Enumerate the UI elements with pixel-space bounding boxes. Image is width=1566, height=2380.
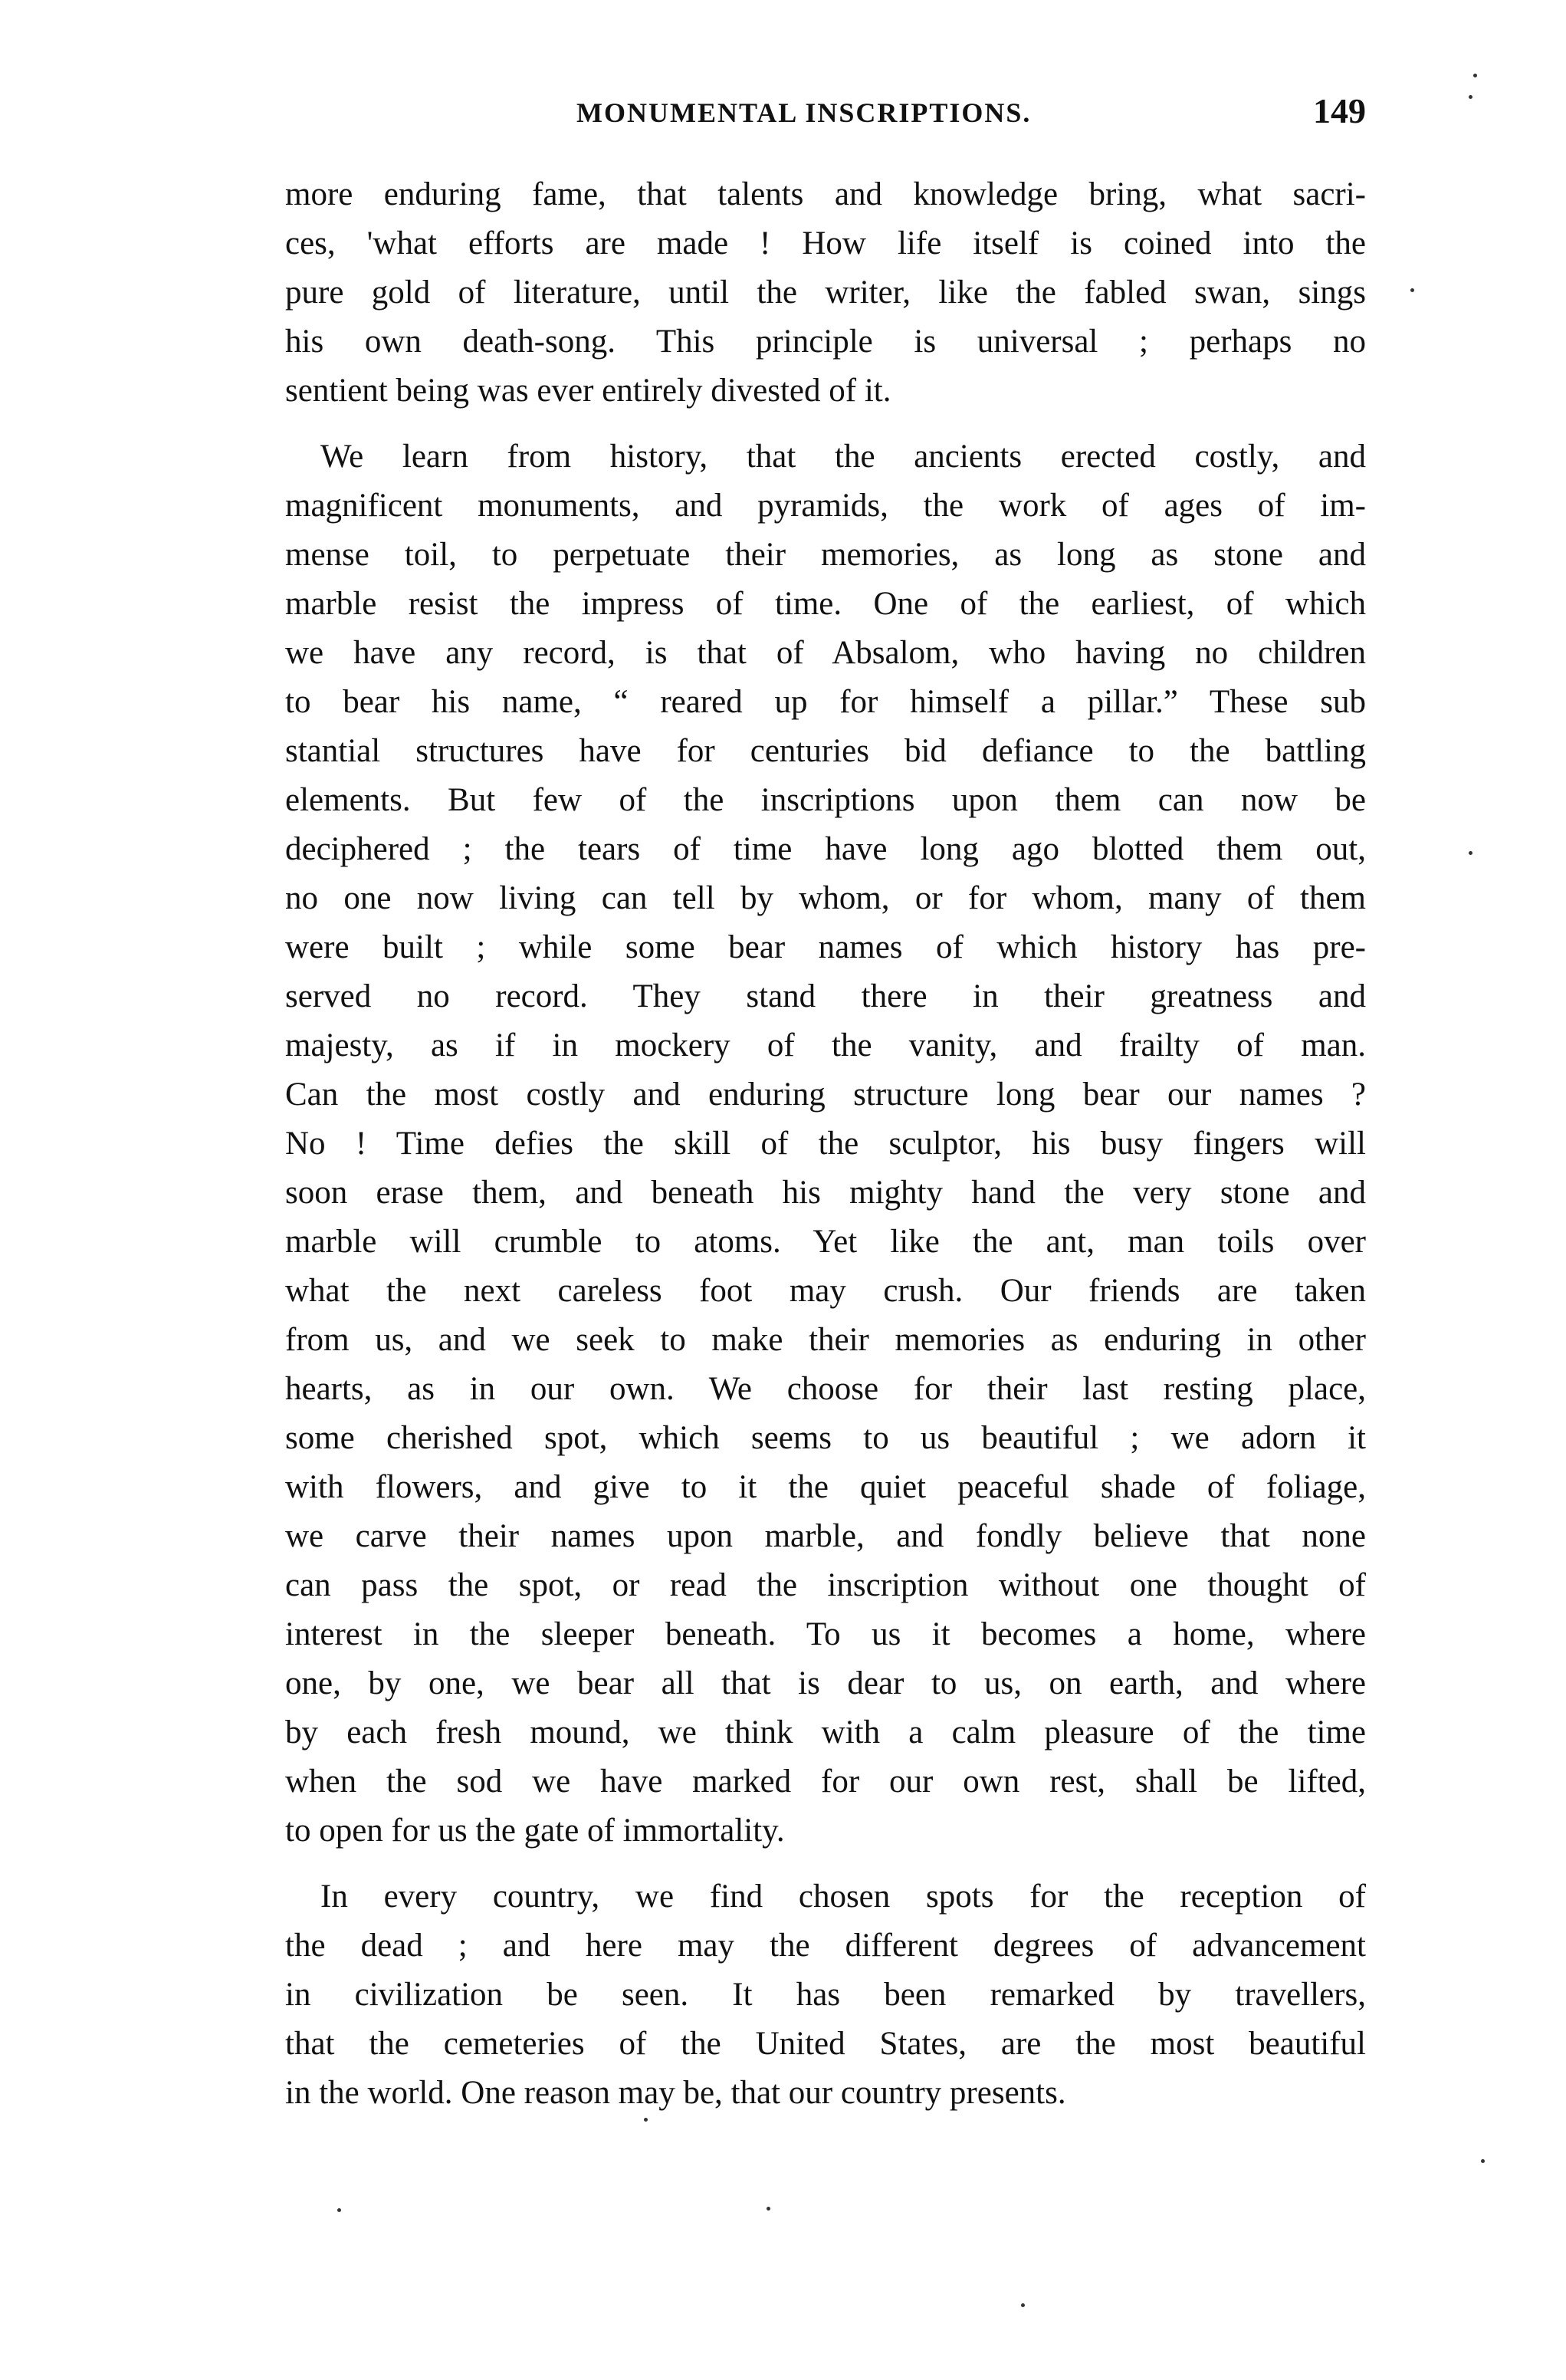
scan-speck — [1481, 2159, 1485, 2163]
scan-speck — [1021, 2303, 1025, 2307]
text-line: interest in the sleeper beneath. To us it becomes a home, where — [285, 1616, 1366, 1652]
text-line: that the cemeteries of the United States, are the most beautiful — [285, 2026, 1366, 2062]
scan-speck — [1469, 851, 1472, 855]
paragraph — [285, 170, 1366, 416]
text-line: pure gold of literature, until the writer, like the fabled swan, sings — [285, 274, 1366, 311]
body-text — [285, 170, 1366, 2118]
text-line: No ! Time defies the skill of the sculptor, his busy fingers will — [285, 1126, 1366, 1162]
text-line: We learn from history, that the ancients erected costly, and — [320, 439, 1366, 475]
text-line: the dead ; and here may the different degrees of advancement — [285, 1928, 1366, 1964]
text-line: deciphered ; the tears of time have long ago blotted them out, — [285, 831, 1366, 867]
text-line: by each fresh mound, we think with a calm pleasure of the time — [285, 1714, 1366, 1750]
text-line: Can the most costly and enduring structure long bear our names ? — [285, 1077, 1366, 1113]
scan-speck — [767, 2207, 770, 2211]
scan-speck — [1469, 95, 1472, 99]
text-line: stantial structures have for centuries bid defiance to the battling — [285, 733, 1366, 769]
text-line: mense toil, to perpetuate their memories, as long as stone and — [285, 537, 1366, 573]
text-line: can pass the spot, or read the inscription without one thought of — [285, 1567, 1366, 1603]
text-line: soon erase them, and beneath his mighty hand the very stone and — [285, 1175, 1366, 1211]
text-line: In every country, we find chosen spots for the reception of — [320, 1879, 1366, 1915]
text-line: more enduring fame, that talents and knowledge bring, what sacri- — [285, 176, 1366, 212]
text-line: from us, and we seek to make their memories as enduring in other — [285, 1322, 1366, 1358]
paragraph-gap — [285, 416, 1366, 432]
scan-speck — [644, 2118, 648, 2122]
text-line: when the sod we have marked for our own rest, shall be lifted, — [285, 1764, 1366, 1800]
text-line: marble resist the impress of time. One of the earliest, of which — [285, 586, 1366, 622]
text-line: some cherished spot, which seems to us beautiful ; we adorn it — [285, 1420, 1366, 1456]
text-line: magnificent monuments, and pyramids, the work of ages of im- — [285, 488, 1366, 524]
paragraph-gap — [285, 1856, 1366, 1872]
text-line: to bear his name, “ reared up for himself a pillar.” These sub — [285, 684, 1366, 720]
text-line: sentient being was ever entirely divested of it. — [285, 373, 891, 409]
paragraph — [285, 432, 1366, 1856]
text-line: we carve their names upon marble, and fondly believe that none — [285, 1518, 1366, 1554]
text-line: in the world. One reason may be, that our country presents. — [285, 2075, 1066, 2111]
text-line: ces, 'what efforts are made ! How life itself is coined into the — [285, 225, 1366, 261]
text-line: were built ; while some bear names of which history has pre- — [285, 929, 1366, 965]
page-number: 149 — [1313, 91, 1366, 130]
paragraph-list — [285, 170, 1366, 2118]
text-line: served no record. They stand there in their greatness and — [285, 978, 1366, 1014]
text-line: majesty, as if in mockery of the vanity, and frailty of man. — [285, 1027, 1366, 1063]
paragraph — [285, 1872, 1366, 2118]
scan-speck — [1473, 74, 1477, 77]
scan-speck — [337, 2208, 341, 2212]
text-line: hearts, as in our own. We choose for their last resting place, — [285, 1371, 1366, 1407]
running-title: MONUMENTAL INSCRIPTIONS. — [576, 97, 1032, 128]
scan-speck — [1410, 288, 1414, 292]
text-line: to open for us the gate of immortality. — [285, 1813, 785, 1849]
text-line: one, by one, we bear all that is dear to us, on earth, and where — [285, 1665, 1366, 1701]
text-line: elements. But few of the inscriptions upon them can now be — [285, 782, 1366, 818]
text-line: in civilization be seen. It has been remarked by travellers, — [285, 1977, 1366, 2013]
text-line: with flowers, and give to it the quiet peaceful shade of foliage, — [285, 1469, 1366, 1505]
text-line: what the next careless foot may crush. Our friends are taken — [285, 1273, 1366, 1309]
text-line: his own death-song. This principle is universal ; perhaps no — [285, 324, 1366, 360]
text-line: marble will crumble to atoms. Yet like the ant, man toils over — [285, 1224, 1366, 1260]
text-line: no one now living can tell by whom, or for whom, many of them — [285, 880, 1366, 916]
text-line: we have any record, is that of Absalom, who having no children — [285, 635, 1366, 671]
running-head — [285, 90, 1366, 136]
